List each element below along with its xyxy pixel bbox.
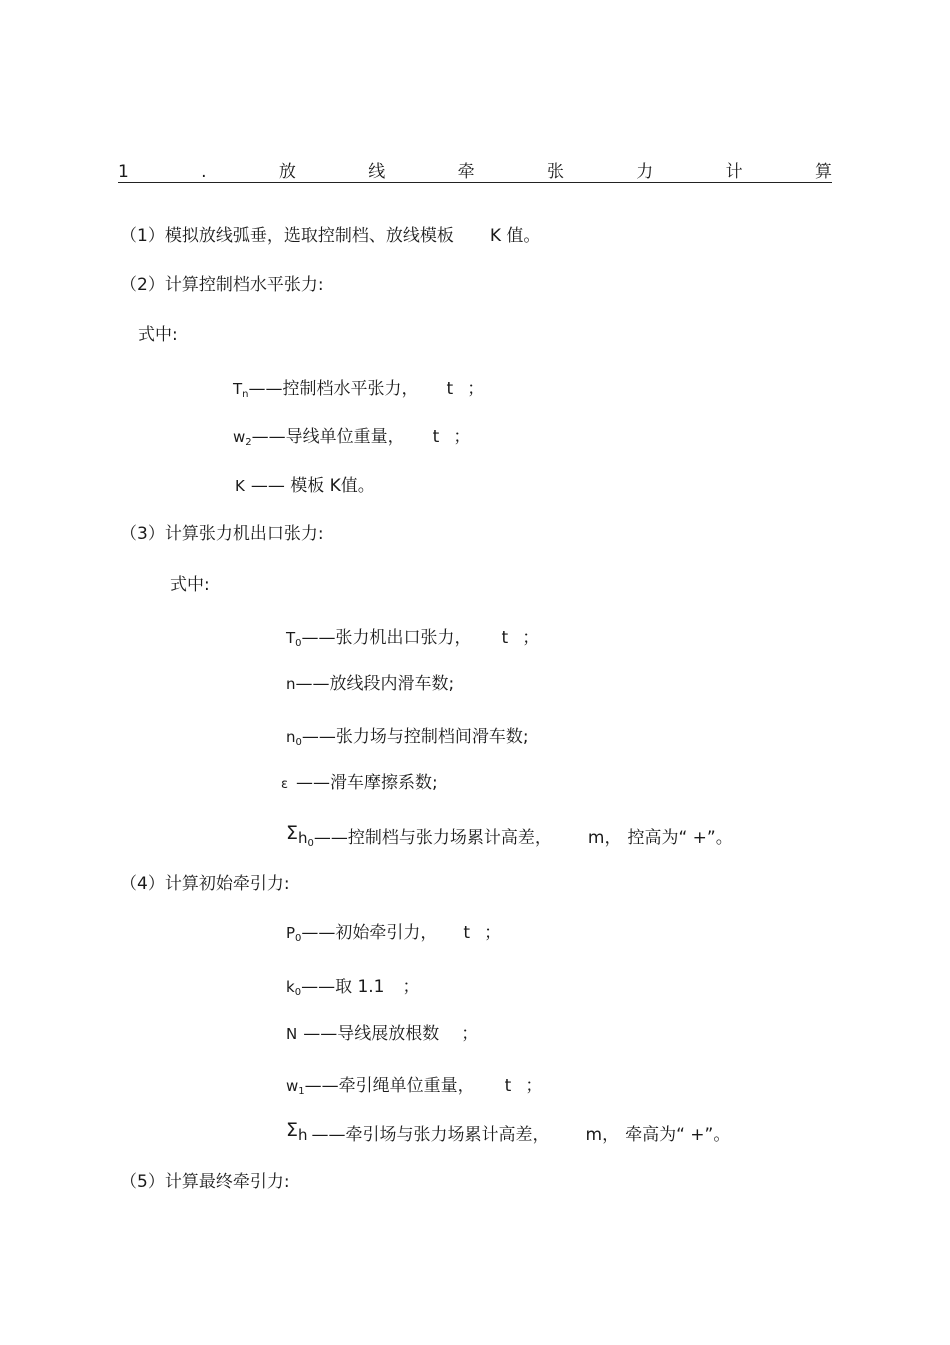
title-char: 张 <box>546 162 564 182</box>
definition-row <box>286 976 420 1001</box>
unit: t <box>501 628 509 648</box>
unit: m， <box>585 1125 620 1145</box>
row-end: ； <box>402 977 420 997</box>
step-text: 计算张力机出口张力: <box>164 524 324 544</box>
definition-text: ——牵引绳单位重量， <box>304 1076 475 1096</box>
title-char: . <box>201 162 207 182</box>
symbol: T <box>286 629 296 647</box>
subscript: 0 <box>294 987 302 998</box>
definition-row <box>233 378 484 403</box>
subscript: n <box>242 389 249 400</box>
definition-text: ——控制档与张力场累计高差， <box>313 828 552 848</box>
unit: m， <box>587 828 622 848</box>
symbol: w <box>286 1077 299 1095</box>
definition-row <box>281 772 438 796</box>
subscript: 1 <box>298 1086 305 1097</box>
title-char: 计 <box>725 162 743 182</box>
definition-row <box>286 1023 478 1045</box>
definition-row <box>233 426 470 451</box>
row-end: ； <box>453 427 471 447</box>
definition-text: ——放线段内滑车数; <box>295 674 455 694</box>
symbol: P <box>286 924 296 942</box>
definition-text: —— 模板 K值。 <box>250 476 375 496</box>
step-text: 计算初始牵引力: <box>164 874 290 894</box>
step-number: （4） <box>120 874 165 894</box>
definition-text: ——张力机出口张力， <box>301 628 472 648</box>
row-end: ； <box>467 379 485 399</box>
title-char: 线 <box>368 162 386 182</box>
unit: t <box>504 1076 512 1096</box>
symbol: k <box>286 978 295 996</box>
sigma-symbol: Σ <box>286 822 299 844</box>
definition-row <box>235 475 375 497</box>
step-4 <box>120 873 290 895</box>
unit: t <box>463 923 471 943</box>
definition-text: ——张力场与控制档间滑车数; <box>301 727 529 747</box>
symbol: h <box>298 1126 308 1144</box>
subscript: 2 <box>245 437 252 448</box>
row-end: ； <box>461 1024 479 1044</box>
symbol: T <box>233 380 243 398</box>
row-end: 控高为“ +”。 <box>627 828 733 848</box>
definition-text: ——初始牵引力， <box>301 923 438 943</box>
title-char: 1 <box>118 162 129 182</box>
step-5 <box>120 1171 290 1193</box>
step-text: 模拟放线弧垂，选取控制档、放线模板 <box>164 226 454 246</box>
where-label: 式中: <box>138 325 178 345</box>
row-end: ； <box>522 628 540 648</box>
step-tail: K 值。 <box>489 226 541 246</box>
unit: t <box>446 379 454 399</box>
definition-row <box>286 1119 731 1146</box>
section-title <box>118 160 832 183</box>
step-number: （2） <box>120 275 165 295</box>
title-char: 算 <box>814 162 832 182</box>
definition-text: ——导线展放根数 <box>303 1024 440 1044</box>
definition-text: ——滑车摩擦系数; <box>296 773 438 793</box>
sigma-symbol: Σ <box>286 1119 299 1141</box>
where-label: 式中: <box>170 575 210 595</box>
title-char: 力 <box>636 162 654 182</box>
symbol: ε <box>281 777 289 792</box>
definition-text: ——导线单位重量， <box>251 427 405 447</box>
definition-row <box>286 673 454 695</box>
definition-text: ——控制档水平张力， <box>248 379 419 399</box>
symbol: N <box>286 1025 298 1043</box>
symbol: w <box>233 428 246 446</box>
step-number: （5） <box>120 1172 165 1192</box>
definition-row <box>286 726 529 751</box>
row-end: 牵高为“ +”。 <box>625 1125 731 1145</box>
definition-text: ——牵引场与张力场累计高差， <box>311 1125 550 1145</box>
subscript: 0 <box>295 737 302 748</box>
step-3 <box>120 523 324 545</box>
step-2 <box>120 274 324 296</box>
symbol: K <box>235 477 245 495</box>
step-number: （3） <box>120 524 165 544</box>
definition-row <box>286 922 501 947</box>
row-end: ； <box>484 923 502 943</box>
definition-row <box>286 627 539 652</box>
step-number: （1） <box>120 226 165 246</box>
unit: t <box>432 427 440 447</box>
symbol: h <box>298 829 308 847</box>
title-char: 牵 <box>457 162 475 182</box>
row-end: ； <box>525 1076 543 1096</box>
step-1 <box>120 225 540 247</box>
definition-row <box>286 1075 542 1100</box>
subscript: 0 <box>295 933 302 944</box>
step-text: 计算最终牵引力: <box>164 1172 290 1192</box>
step-text: 计算控制档水平张力: <box>164 275 324 295</box>
subscript: 0 <box>295 638 302 649</box>
subscript: 0 <box>307 838 314 849</box>
title-char: 放 <box>278 162 296 182</box>
symbol: n <box>286 728 296 746</box>
symbol: n <box>286 675 296 693</box>
definition-row <box>286 822 733 852</box>
definition-text: ——取 1.1 <box>301 977 385 997</box>
